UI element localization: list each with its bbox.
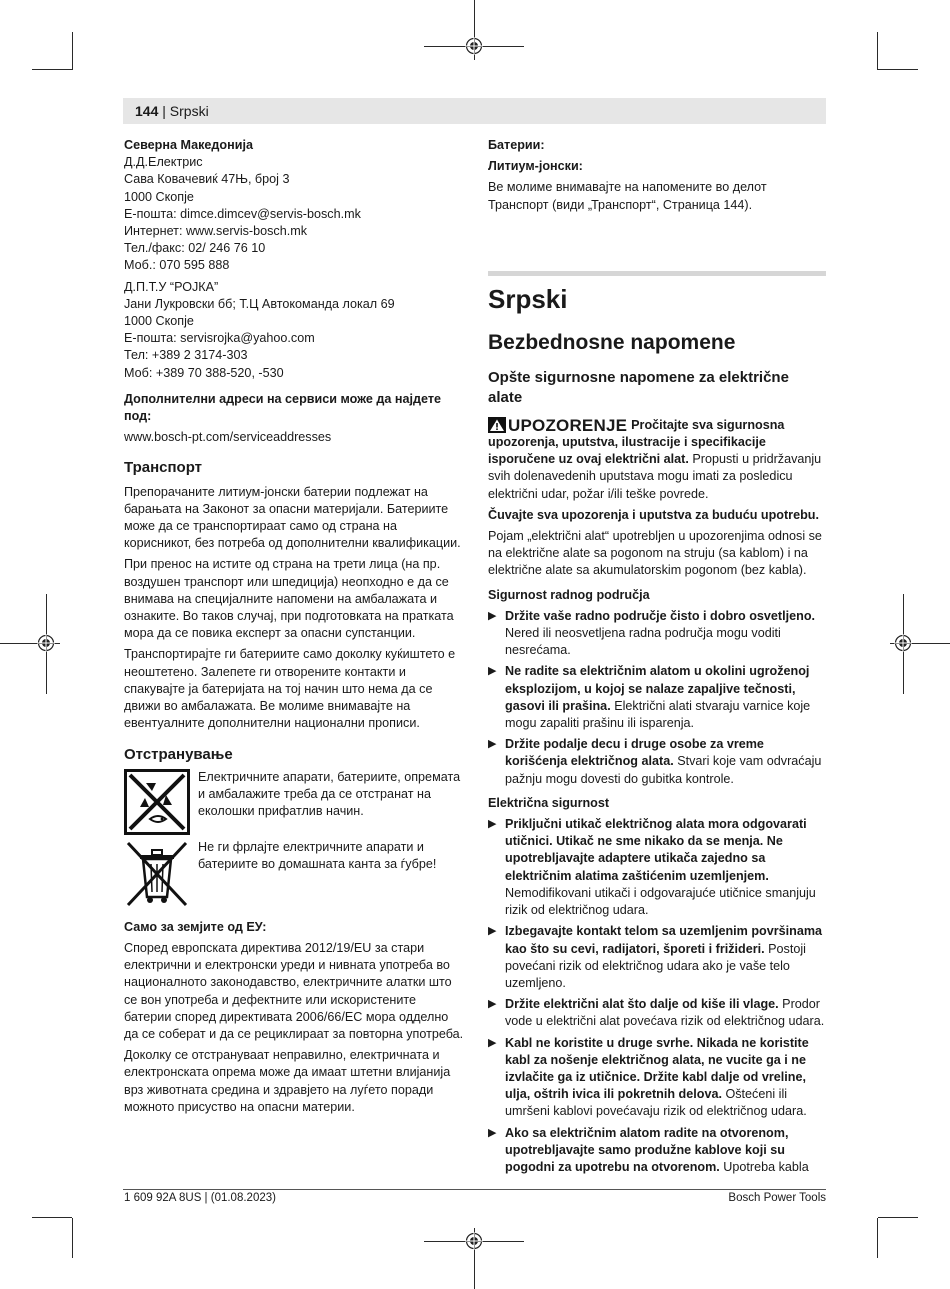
bullet-arrow-icon: ▶ [488, 738, 497, 751]
address-line: 1000 Скопје [124, 314, 194, 329]
batteries-heading: Батерии: [488, 138, 545, 152]
transport-paragraph: Препорачаните литиум-јонски батерии подлежат на барањата на Законот за опасни материјали. Батериите може да се транспортираат само од страна на корисникот, без потреба од дополнителни квалификации. [124, 484, 461, 551]
disposal-paragraph: Електричните апарати, батериите, опремата и амбалажите треба да се отстранат на еколошки прифатлив начин. [198, 769, 461, 819]
list-item-bold: Izbegavajte kontakt telom sa uzemljenim površinama kao što su cevi, radijatori, šporeti i frižideri. [505, 924, 823, 956]
list-item-bold: Ne radite sa električnim alatom u okolini ugroženoj eksplozijom, u kojoj se nalaze zapaljive tečnosti, gasovi ili prašina. [505, 664, 810, 713]
right-column [488, 137, 826, 1176]
recycling-symbol-icon [124, 769, 190, 835]
warning-bold-text: Pročitajte sva sigurnosna upozorenja, uputstva, ilustracije i specifikacije isporučene uz ovaj električni alat. [488, 417, 785, 467]
bullet-arrow-icon: ▶ [488, 665, 497, 678]
bullet-arrow-icon: ▶ [488, 609, 497, 622]
list-item-bold: Držite podalje decu i druge osobe za vreme korišćenja električnog alata. [505, 737, 764, 769]
page-header-text: 144 | Srpski [135, 103, 209, 119]
liion-heading: Литиум-јонски: [488, 159, 583, 174]
address-line: 1000 Скопје [124, 189, 194, 204]
warning-label [488, 417, 627, 434]
term-paragraph: Pojam „električni alat“ upotrebljen u upozorenjima odnosi se na električne alate sa pogonom na struju (sa kablom) i na električne alate sa akumulatorskim pogonom (bez kabla). [488, 529, 822, 578]
safety-heading: Bezbednosne napomene [488, 330, 736, 354]
crop-mark [72, 1218, 73, 1258]
registration-mark-icon [894, 634, 912, 652]
list-item [488, 816, 826, 919]
list-item-text: Električni alati stvaraju varnice koje mogu zapaliti prašinu ili isparenja. [505, 698, 811, 731]
page-number: 144 [135, 103, 159, 119]
list-item-text: Nemodifikovani utikači i odgovarajuće utičnice smanjuju rizik od električnog udara. [505, 885, 816, 918]
eu-paragraph: Доколку се отстрануваат неправилно, електричната и електронската опрема може да имаат штетни влијанија врз животната средина и здравјето на луѓето поради можното присуство на опасни материи. [124, 1048, 451, 1114]
eu-paragraph: Според европската директива 2012/19/EU за стари електрични и електронски уреди и нивната употреба во националното законодавство, електричните алатки што се вон употреба и дефектните или искористените батерии според директивата 2006/66/ЕС мора одделно да се соберат и да се рециклираат за повторна употреба. [124, 940, 464, 1041]
macedonia-heading: Северна Македонија [124, 138, 253, 152]
list-item-bold: Ako sa električnim alatom radite na otvorenom, upotrebljavajte samo produžne kablove koji su pogodni za upotrebu na otvorenom. [505, 1125, 789, 1174]
mobile-line: Моб: +389 70 388-520, -530 [124, 365, 284, 380]
warning-label-text: UPOZORENJE [508, 415, 628, 435]
email-line: Е-пошта: servisrojka@yahoo.com [124, 331, 315, 346]
crossed-out-bin-icon [124, 839, 190, 911]
liion-paragraph: Ве молиме внимавајте на напомените во делот Транспорт (види „Транспорт“, Страница 144). [488, 180, 767, 212]
website-line: Интернет: www.servis-bosch.mk [124, 224, 308, 239]
bullet-arrow-icon: ▶ [488, 1126, 497, 1139]
crop-mark [32, 69, 72, 70]
bullet-arrow-icon: ▶ [488, 998, 497, 1011]
list-item-text: Stvari koje vam odvraćaju pažnju mogu dovesti do gubitka kontrole. [505, 754, 822, 786]
disposal-heading: Отстранување [124, 745, 233, 763]
list-item-text: Prodor vode u električni alat povećava rizik od električnog udara. [505, 997, 825, 1029]
transport-heading: Транспорт [124, 459, 203, 477]
service-url: www.bosch-pt.com/serviceaddresses [124, 430, 332, 445]
list-item-text: Postoji povećani rizik od električnog udara ako je vaše telo uzemljeno. [505, 941, 806, 990]
left-column [124, 137, 464, 1116]
mobile-line: Моб.: 070 595 888 [124, 258, 230, 273]
footer-divider [123, 1189, 826, 1190]
email-line: Е-пошта: dimce.dimcev@servis-bosch.mk [124, 206, 361, 221]
warning-triangle-icon [488, 417, 506, 433]
disposal-paragraph: Не ги фрлајте електричните апарати и батериите во домашната канта за ѓубре! [198, 839, 437, 871]
list-item-text: Upotreba kabla [723, 1159, 809, 1174]
work-area-heading: Sigurnost radnog područja [488, 587, 650, 602]
general-safety-heading: Opšte sigurnosne napomene za električne alate [488, 368, 789, 406]
address-line: Сава Ковачевиќ 47Њ, број 3 [124, 172, 290, 187]
list-item-bold: Držite električni alat što dalje od kiše ili vlage. [505, 997, 779, 1012]
address-line: Јани Лукровски бб; Т.Ц Автокоманда локал 69 [124, 296, 395, 311]
list-item-text: Nered ili neosvetljena radna područja mogu voditi nesrećama. [505, 626, 781, 658]
crop-mark [72, 32, 73, 70]
crop-mark [877, 32, 878, 70]
list-item [488, 1125, 826, 1177]
keep-instructions-text: Čuvajte sva upozorenja i uputstva za buduću upotrebu. [488, 507, 819, 522]
list-item-bold: Držite vaše radno područje čisto i dobro osvetljeno. [505, 608, 816, 623]
disposal-row [124, 839, 464, 911]
header-language: Srpski [169, 103, 209, 119]
list-item-text: Oštećeni ili umršeni kablovi povećavaju rizik od električnog udara. [505, 1087, 807, 1119]
warning-text: Propusti u pridržavanju svih dolenavedenih uputstava mogu imati za posledicu električni udar, požar i/ili teške povrede. [488, 452, 822, 501]
list-item [488, 923, 826, 992]
registration-mark-icon [37, 634, 55, 652]
crop-mark [32, 1217, 72, 1218]
list-item [488, 608, 826, 660]
list-item [488, 663, 826, 732]
transport-paragraph: При пренос на истите од страна на трети лица (на пр. воздушен транспорт или шпедиција) неопходно е да се внимава на специјалните напомени на амбалажата и ознаките. Во таков случај, при подготовката на пратката мора да се повика експерт за опасни супстанции. [124, 557, 454, 641]
phone-line: Тел: +389 2 3174-303 [124, 348, 248, 363]
page-header [123, 98, 826, 124]
list-item [488, 996, 826, 1030]
crop-mark [878, 69, 918, 70]
registration-mark-icon [465, 37, 483, 55]
address-line: Д.Д.Електрис [124, 155, 203, 170]
footer-doc-number: 1 609 92A 8US | (01.08.2023) [124, 1192, 276, 1204]
eu-heading: Само за земјите од ЕУ: [124, 919, 267, 934]
list-item-bold: Kabl ne koristite u druge svrhe. Nikada ne koristite kabl za nošenje električnog alata, ne vucite ga i ne izvlačite ga iz utičnice. Držite kabl dalje od vreline, ulja, oštrih ivica ili pokretnih delova. [505, 1035, 809, 1102]
transport-paragraph: Транспортирајте ги батериите само доколку куќиштето е неоштетено. Залепете ги отворените контакти и спакувајте ја батеријата на тој начин што нема да се движи во амбалажата. Ве молиме внимавајте на евентуалните дополнителни национални прописи. [124, 647, 456, 731]
language-title: Srpski [488, 283, 568, 314]
section-divider [488, 271, 826, 276]
bullet-arrow-icon: ▶ [488, 1036, 497, 1049]
address-line: Д.П.Т.У “РОЈКА” [124, 279, 219, 294]
more-addresses-text: Дополнителни адреси на сервиси може да најдете под: [124, 391, 442, 424]
electrical-heading: Električna sigurnost [488, 795, 610, 810]
bullet-arrow-icon: ▶ [488, 818, 497, 831]
warning-block [488, 417, 826, 503]
footer-brand: Bosch Power Tools [728, 1192, 826, 1204]
bullet-arrow-icon: ▶ [488, 925, 497, 938]
crop-mark [878, 1217, 918, 1218]
crop-mark [877, 1218, 878, 1258]
registration-mark-icon [465, 1232, 483, 1250]
phone-line: Тел./факс: 02/ 246 76 10 [124, 241, 266, 256]
list-item-bold: Priključni utikač električnog alata mora odgovarati utičnici. Utikač ne sme nikako da se menja. Ne upotrebljavajte adaptere utikača zajedno sa električnim alatima zaštićenim uzemljenjem. [505, 817, 807, 883]
list-item [488, 1035, 826, 1121]
list-item [488, 736, 826, 788]
disposal-row [124, 769, 464, 835]
